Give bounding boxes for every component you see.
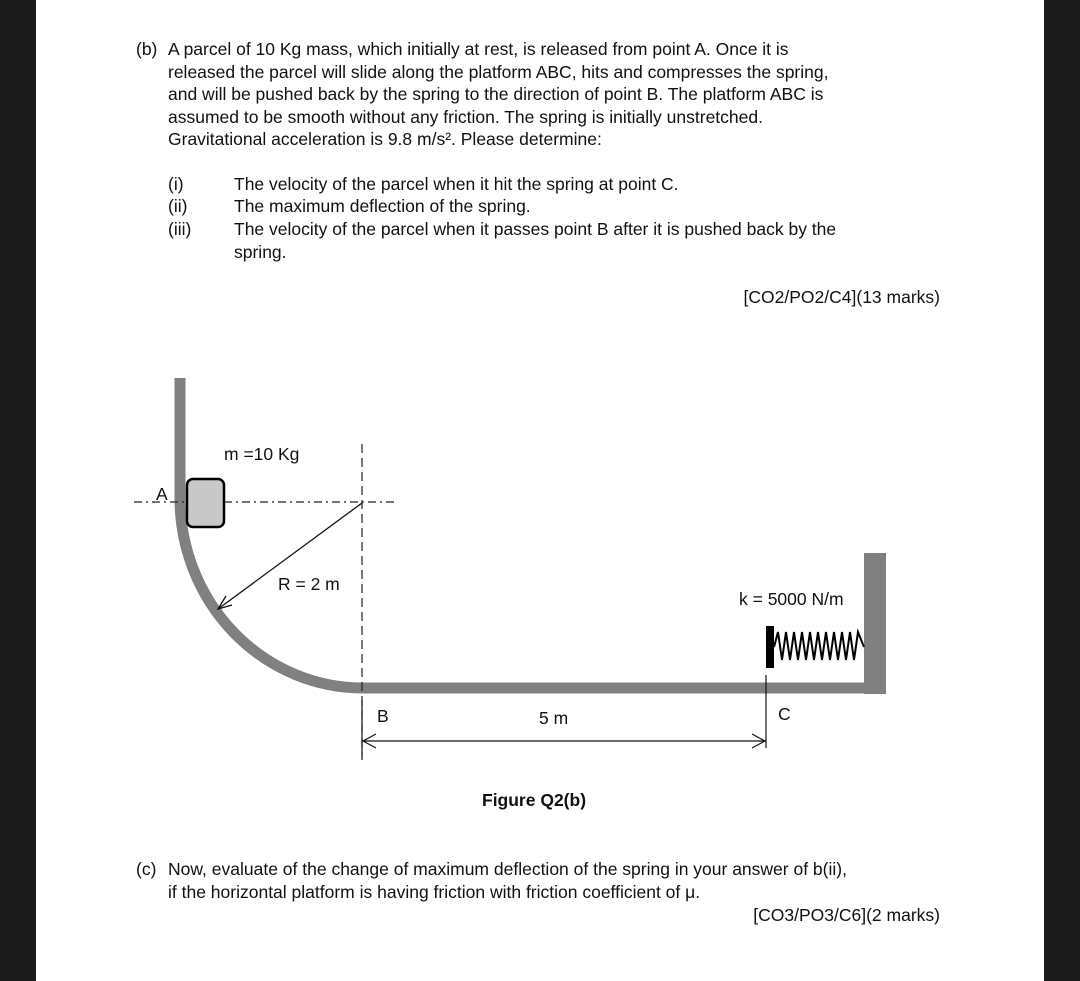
subquestion-text: The maximum deflection of the spring. — [234, 196, 531, 216]
radius-label: R = 2 m — [278, 574, 340, 594]
question-c-text — [136, 858, 847, 904]
marks-label: [CO2/PO2/C4](13 marks) — [743, 287, 940, 307]
exam-page — [36, 0, 1044, 981]
parcel-block — [187, 479, 224, 527]
question-b-line: assumed to be smooth without any friction. The spring is initially unstretched. — [168, 106, 763, 127]
spring-mount — [766, 626, 774, 668]
subquestion-number: (iii) — [168, 219, 192, 239]
question-c-line: if the horizontal platform is having friction with friction coefficient of μ. — [168, 882, 701, 902]
subquestion-text: spring. — [234, 242, 287, 262]
point-b-label: B — [377, 706, 389, 726]
point-a-label: A — [156, 484, 168, 504]
subquestion-number: (ii) — [168, 196, 188, 216]
spring-coil — [774, 632, 864, 660]
marks-label-c: [CO3/PO3/C6](2 marks) — [753, 905, 940, 925]
question-b-line: and will be pushed back by the spring to the direction of point B. The platform ABC is — [168, 84, 824, 104]
subquestion-text: The velocity of the parcel when it hit the spring at point C. — [234, 174, 679, 194]
question-c-line: Now, evaluate of the change of maximum deflection of the spring in your answer of b(ii), — [168, 859, 847, 879]
question-b-line: released the parcel will slide along the platform ABC, hits and compresses the spring, — [168, 61, 829, 82]
question-b-label: (b) — [136, 39, 158, 59]
question-b-line: A parcel of 10 Kg mass, which initially at rest, is released from point A. Once it is — [168, 39, 789, 59]
subquestion-text: The velocity of the parcel when it passes point B after it is pushed back by the — [234, 219, 837, 239]
point-c-label: C — [778, 704, 791, 724]
distance-label: 5 m — [539, 708, 569, 728]
question-c-label: (c) — [136, 859, 157, 879]
mass-label: m =10 Kg — [224, 444, 300, 464]
question-b-line: Gravitational acceleration is 9.8 m/s². Please determine: — [168, 129, 602, 149]
figure-caption: Figure Q2(b) — [482, 790, 587, 810]
subquestion-number: (i) — [168, 174, 184, 194]
figure-q2b — [36, 0, 1044, 981]
spring-constant-label: k = 5000 N/m — [739, 589, 844, 609]
right-wall — [864, 553, 886, 694]
